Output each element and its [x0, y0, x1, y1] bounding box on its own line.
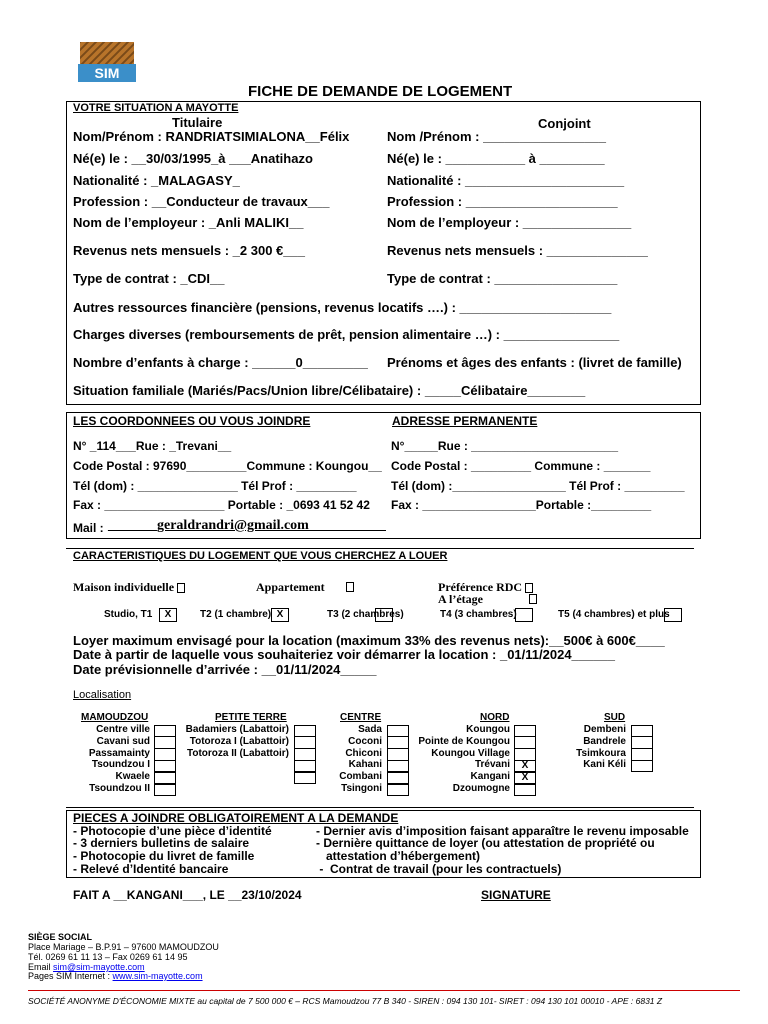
localisation-checkbox[interactable]	[154, 736, 176, 749]
autres-ressources: Autres ressources financière (pensions, revenus locatifs ….) : _____________________	[73, 300, 612, 315]
localisation-label: Localisation	[73, 689, 132, 701]
email-link[interactable]: sim@sim-mayotte.com	[53, 962, 145, 972]
localisation-checkbox[interactable]: X	[514, 760, 536, 773]
permanent-address-field: Tél (dom) :_________________ Tél Prof : _________	[391, 479, 685, 493]
localisation-checkbox[interactable]	[387, 736, 409, 749]
contact-field: Tél (dom) : _______________ Tél Prof : _________	[73, 479, 357, 493]
preference-rdc: Préférence RDC	[438, 580, 533, 595]
localisation-checkbox[interactable]	[631, 736, 653, 749]
logement-type-checkbox[interactable]	[375, 608, 393, 622]
localisation-checkbox[interactable]	[154, 772, 176, 785]
maison-checkbox[interactable]	[177, 583, 185, 593]
localisation-item-label: Koungou	[466, 724, 510, 735]
titulaire-field: Nom de l’employeur : _Anli MALIKI__	[73, 215, 304, 230]
contact-field: N° _114___Rue : _Trevani__	[73, 439, 232, 453]
conjoint-field: Nom /Prénom : _________________	[387, 129, 606, 144]
loyer-maximum: Loyer maximum envisagé pour la location (maximum 33% des revenus nets):__500€ à 600€____	[73, 633, 665, 648]
localisation-item-label: Tsimkoura	[576, 747, 626, 759]
siege-email: Email sim@sim-mayotte.com	[28, 962, 145, 972]
localisation-checkbox[interactable]	[387, 760, 409, 773]
localisation-checkbox[interactable]	[294, 736, 316, 749]
conjoint-field: Nationalité : ______________________	[387, 173, 625, 188]
localisation-item-label: Badamiers (Labattoir)	[185, 724, 289, 735]
localisation-column-title: SUD	[604, 712, 626, 723]
titulaire-field: Profession : __Conducteur de travaux___	[73, 194, 330, 209]
logement-type-label: T2 (1 chambre)	[200, 609, 272, 620]
piece-item: - Dernier avis d’imposition faisant apparaître le revenu imposable	[316, 824, 689, 838]
date-arrivee: Date prévisionnelle d’arrivée : __01/11/2024_____	[73, 662, 377, 677]
localisation-item-label: Chiconi	[345, 747, 382, 759]
localisation-item-label: Tsingoni	[341, 783, 382, 794]
logement-type-checkbox[interactable]: X	[159, 608, 177, 622]
coordonnees-heading: LES COORDONNEES OU VOUS JOINDRE	[73, 414, 311, 428]
localisation-item-label: Cavani sud	[96, 735, 150, 747]
localisation-checkbox[interactable]	[154, 748, 176, 761]
piece-item: - Photocopie du livret de famille	[73, 849, 255, 863]
conjoint-field: Type de contrat : _________________	[387, 271, 618, 286]
siege-phone: Tél. 0269 61 11 13 – Fax 0269 61 14 95	[28, 952, 188, 962]
appartement: Appartement	[256, 580, 325, 594]
localisation-item-label: Totoroza II (Labattoir)	[186, 747, 289, 759]
maison-individuelle: Maison individuelle	[73, 580, 185, 595]
localisation-checkbox[interactable]	[294, 748, 316, 761]
localisation-checkbox[interactable]	[631, 760, 653, 773]
localisation-checkbox[interactable]	[294, 760, 316, 773]
footer-rule	[28, 990, 740, 991]
localisation-checkbox[interactable]	[514, 725, 536, 738]
sim-logo	[74, 40, 140, 84]
localisation-checkbox[interactable]	[514, 736, 536, 749]
localisation-checkbox[interactable]	[154, 725, 176, 738]
localisation-item-label: Tsoundzou II	[89, 783, 150, 794]
titulaire-field: Nom/Prénom : RANDRIATSIMIALONA__Félix	[73, 129, 350, 144]
mail-label: Mail :	[73, 521, 104, 535]
svg-text:SIM: SIM	[94, 65, 120, 81]
logement-type-label: T3 (2 chambres)	[327, 609, 404, 620]
localisation-checkbox[interactable]	[294, 725, 316, 738]
signature-label: SIGNATURE	[481, 888, 551, 902]
localisation-item-label: Passamainty	[88, 747, 150, 759]
piece-item: - Dernière quittance de loyer (ou attestation de propriété ou	[316, 836, 655, 850]
page-title: FICHE DE DEMANDE DE LOGEMENT	[248, 83, 513, 100]
rdc-checkbox[interactable]	[525, 583, 533, 593]
titulaire-field: Né(e) le : __30/03/1995_à ___Anatihazo	[73, 151, 313, 166]
permanent-address-field: N°_____Rue : ______________________	[391, 439, 618, 453]
siege-web: Pages SIM Internet : www.sim-mayotte.com	[28, 971, 203, 981]
localisation-checkbox[interactable]	[631, 748, 653, 761]
pieces-heading: PIECES A JOINDRE OBLIGATOIREMENT A LA DEMANDE	[73, 811, 399, 825]
localisation-item-label: Kani Kéli	[583, 759, 626, 771]
localisation-item-label: Sada	[358, 724, 382, 735]
logement-type-label: Studio, T1	[104, 609, 153, 620]
localisation-item-label: Kwaele	[115, 771, 150, 783]
localisation-checkbox[interactable]	[387, 748, 409, 761]
localisation-item-label: Koungou Village	[431, 747, 510, 759]
localisation-column-title: NORD	[480, 712, 510, 723]
localisation-item-label: Trévani	[474, 759, 510, 771]
conjoint-field: Nom de l’employeur : _______________	[387, 215, 632, 230]
sim-logo-icon	[74, 40, 140, 84]
siege-heading: SIÈGE SOCIAL	[28, 932, 93, 942]
titulaire-field: Nationalité : _MALAGASY_	[73, 173, 240, 188]
web-link[interactable]: www.sim-mayotte.com	[112, 971, 203, 981]
logement-type-checkbox[interactable]: X	[271, 608, 289, 622]
prenoms-enfants: Prénoms et âges des enfants : (livret de famille)	[387, 355, 682, 370]
mail-value: _______geraldrandri@gmail.com___________	[108, 518, 386, 533]
piece-item: - Relevé d’Identité bancaire	[73, 862, 229, 876]
piece-item: - 3 derniers bulletins de salaire	[73, 836, 250, 850]
logement-heading: CARACTERISTIQUES DU LOGEMENT QUE VOUS CHERCHEZ A LOUER	[73, 550, 448, 562]
titulaire-label: Titulaire	[172, 115, 223, 130]
localisation-checkbox[interactable]	[387, 725, 409, 738]
titulaire-field: Revenus nets mensuels : _2 300 €___	[73, 243, 305, 258]
piece-item: - Photocopie d’une pièce d’identité	[73, 824, 272, 838]
appartement-checkbox[interactable]	[346, 582, 354, 592]
permanent-address-field: Fax : _________________Portable :_________	[391, 498, 652, 512]
localisation-item-label: Coconi	[348, 735, 382, 747]
localisation-checkbox[interactable]	[154, 760, 176, 773]
localisation-item-label: Combani	[339, 771, 382, 783]
charges-diverses: Charges diverses (remboursements de prêt, pension alimentaire …) : ________________	[73, 327, 620, 342]
localisation-item-label: Dembeni	[583, 724, 626, 735]
localisation-item-label: Bandrele	[583, 735, 626, 747]
localisation-column-title: CENTRE	[340, 712, 382, 723]
localisation-checkbox[interactable]	[631, 725, 653, 738]
footer-legal: SOCIÉTÉ ANONYME D'ÉCONOMIE MIXTE au capital de 7 500 000 € – RCS Mamoudzou 77 B 340 - SIREN : 094 130 101- SIRET : 094 130 101 00010 - APE : 6831 Z	[28, 996, 663, 1006]
permanent-address-field: Code Postal : _________ Commune : _______	[391, 459, 651, 473]
piece-item: attestation d’hébergement)	[316, 849, 481, 863]
localisation-item-label: Kahani	[348, 759, 382, 771]
localisation-checkbox[interactable]	[387, 772, 409, 785]
date-location: Date à partir de laquelle vous souhaiteriez voir démarrer la location : _01/11/2024______	[73, 647, 615, 662]
conjoint-field: Revenus nets mensuels : ______________	[387, 243, 648, 258]
nombre-enfants: Nombre d’enfants à charge : ______0_________	[73, 355, 368, 370]
situation-familiale: Situation familiale (Mariés/Pacs/Union libre/Célibataire) : _____Célibataire________	[73, 383, 586, 398]
etage-checkbox[interactable]	[529, 594, 537, 604]
localisation-item-label: Tsoundzou I	[91, 759, 150, 771]
logement-type-checkbox[interactable]	[515, 608, 533, 622]
titulaire-field: Type de contrat : _CDI__	[73, 271, 225, 286]
logement-type-label: T5 (4 chambres) et plus	[558, 609, 670, 620]
localisation-checkbox[interactable]	[514, 784, 536, 797]
pieces-top-rule	[66, 807, 694, 808]
a-l-etage: A l’étage	[438, 592, 483, 606]
localisation-checkbox[interactable]: X	[514, 772, 536, 785]
localisation-item-label: Centre ville	[96, 724, 150, 735]
contact-field: Code Postal : 97690_________Commune : Koungou__	[73, 459, 382, 473]
localisation-checkbox[interactable]	[294, 772, 316, 785]
localisation-checkbox[interactable]	[154, 784, 176, 797]
localisation-item-label: Kangani	[470, 771, 510, 783]
fait-a: FAIT A __KANGANI___, LE __23/10/2024	[73, 888, 302, 902]
logement-type-checkbox[interactable]	[664, 608, 682, 622]
localisation-column-title: MAMOUDZOU	[81, 712, 149, 723]
localisation-item-label: Pointe de Koungou	[418, 735, 510, 747]
conjoint-field: Profession : _____________________	[387, 194, 618, 209]
localisation-checkbox[interactable]	[387, 784, 409, 797]
localisation-item-label: Dzoumogne	[452, 783, 510, 794]
localisation-item-label: Totoroza I (Labattoir)	[189, 735, 289, 747]
localisation-checkbox[interactable]	[514, 748, 536, 761]
logement-type-label: T4 (3 chambres)	[440, 609, 517, 620]
logement-top-rule	[66, 548, 694, 549]
localisation-column-title: PETITE TERRE	[215, 712, 287, 723]
conjoint-label: Conjoint	[538, 116, 591, 131]
piece-item: - Contrat de travail (pour les contractuels)	[316, 862, 562, 876]
adresse-permanente-heading: ADRESSE PERMANENTE	[392, 414, 538, 428]
situation-heading: VOTRE SITUATION A MAYOTTE	[73, 102, 239, 114]
conjoint-field: Né(e) le : ___________ à _________	[387, 151, 605, 166]
contact-field: Fax : __________________ Portable : _0693 41 52 42	[73, 498, 370, 512]
siege-address: Place Mariage – B.P.91 – 97600 MAMOUDZOU	[28, 942, 219, 952]
